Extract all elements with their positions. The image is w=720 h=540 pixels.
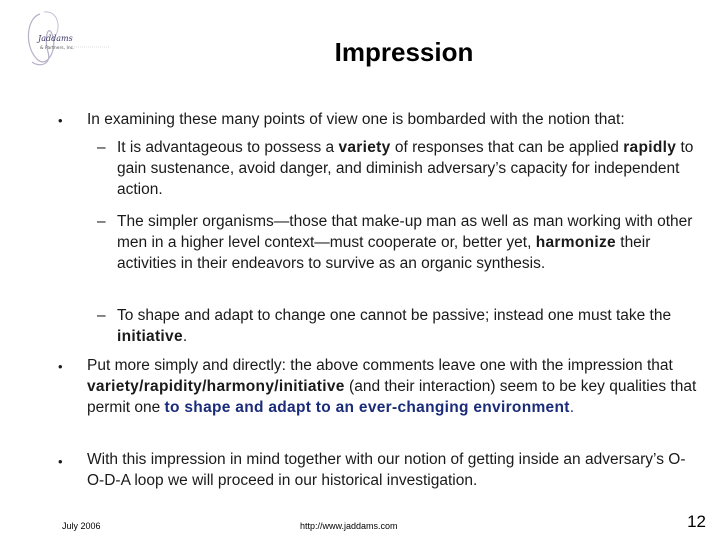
- bullet-2: Put more simply and directly: the above comments leave one with the impression that variety/rapidity/harmony/initiative (and their interaction) seem to be key qualities that permit one to shape and adapt to an ever-changing environment.: [87, 357, 697, 416]
- sub-dash: –: [97, 139, 106, 156]
- bullet-3: With this impression in mind together with our notion of getting inside an adversary’s O-O-D-A loop we will proceed in our historical investigation.: [87, 451, 686, 489]
- page-number: 12: [687, 512, 706, 531]
- footer-date: July 2006: [62, 521, 101, 531]
- footer-url: http://www.jaddams.com: [300, 521, 398, 531]
- sub-dash: –: [97, 213, 106, 230]
- sub-bullet-3: To shape and adapt to change one cannot be passive; instead one must take the initiative.: [117, 307, 672, 345]
- bullet-marker: •: [58, 454, 63, 469]
- bullet-1: In examining these many points of view one is bombarded with the notion that:: [87, 111, 625, 128]
- bullet-marker: •: [58, 359, 63, 374]
- sub-bullet-1: It is advantageous to possess a variety of responses that can be applied rapidly to gain sustenance, avoid danger, and diminish adversary’s capacity for independent action.: [117, 139, 694, 198]
- slide-title: Impression: [334, 37, 474, 67]
- sub-bullet-2: The simpler organisms—those that make-up man as well as man working with other men in a higher level context—must cooperate or, better yet, harmonize their activities in their endeavors to survive as an organic synthesis.: [117, 213, 693, 272]
- bullet-marker: •: [58, 113, 63, 128]
- svg-text:Jaddams: Jaddams: [38, 34, 73, 43]
- sub-dash: –: [97, 307, 106, 324]
- svg-text:& Partners, Inc.: & Partners, Inc.: [40, 46, 75, 51]
